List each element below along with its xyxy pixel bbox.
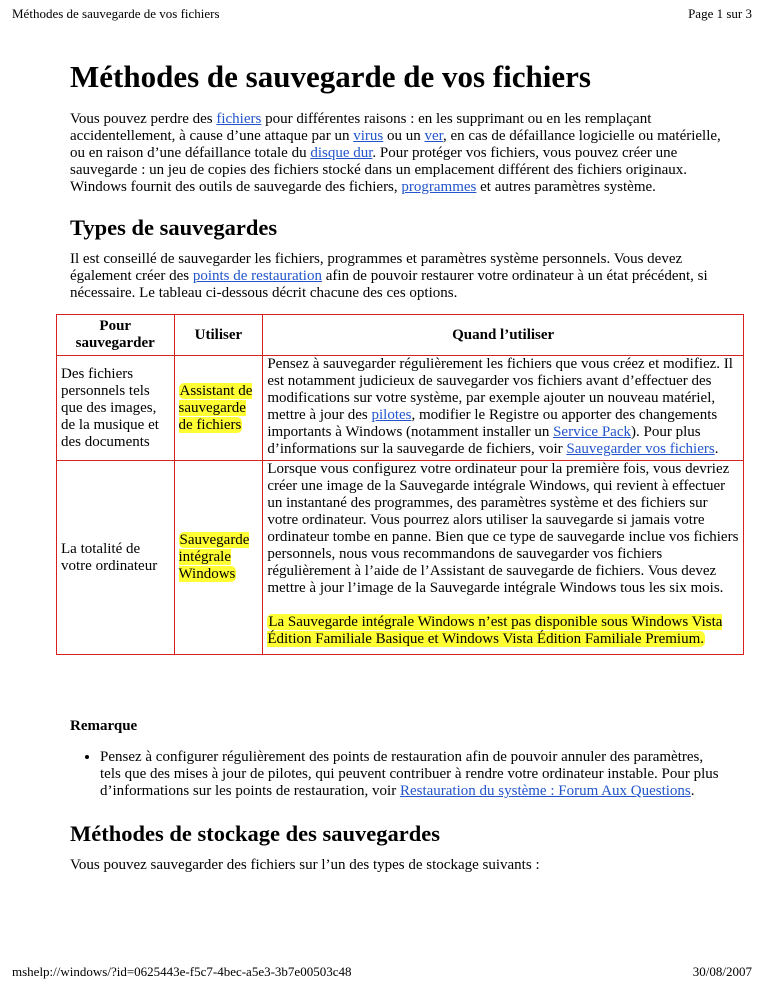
highlight-note-vista: La Sauvegarde intégrale Windows n’est pas disponible sous Windows Vista Édition Familiale Basique et Windows Vista Édition Familiale Premium.	[267, 614, 723, 648]
link-fichiers[interactable]: fichiers	[216, 111, 262, 128]
header-pour-sauvegarder: Pour sauvegarder	[57, 315, 175, 356]
document-body	[61, 58, 739, 874]
link-virus[interactable]: virus	[353, 128, 384, 145]
intro-paragraph: Vous pouvez perdre des fichiers pour différentes raisons : en les supprimant ou en les remplaçant accidentellement, à cause d’une attaque par un virus ou un ver, en cas de défaillance logicielle ou matérielle, ou en raison d’une défaillance totale du disque dur. Pour protéger vos fichiers, vous pouvez créer une sauvegarde : un jeu de copies des fichiers stocké dans un emplacement différent des fichiers originaux. Windows fournit des outils de sauvegarde des fichiers, programmes et autres paramètres système.	[70, 111, 721, 196]
highlight-sauvegarde-integrale: Sauvegarde intégrale Windows	[178, 532, 250, 583]
table-row	[57, 461, 744, 655]
remark-heading: Remarque	[70, 718, 138, 735]
link-points-de-restauration[interactable]: points de restauration	[192, 268, 322, 285]
footer-url: mshelp://windows/?id=0625443e-f5c7-4bec-a5e3-3b7e00503c48	[12, 964, 352, 979]
running-header-title: Méthodes de sauvegarde de vos fichiers	[12, 6, 220, 21]
link-service-pack[interactable]: Service Pack	[553, 424, 631, 441]
storage-intro-paragraph: Vous pouvez sauvegarder des fichiers sur l’un des types de stockage suivants :	[70, 857, 540, 874]
link-disque-dur[interactable]: disque dur	[310, 145, 373, 162]
backup-types-table	[56, 314, 744, 655]
highlight-assistant-sauvegarde: Assistant de sauvegarde de fichiers	[178, 382, 253, 433]
table-row	[57, 356, 744, 461]
section-heading-storage: Méthodes de stockage des sauvegardes	[70, 821, 440, 847]
header-quand: Quand l’utiliser	[263, 315, 744, 356]
footer-date: 30/08/2007	[692, 964, 752, 979]
link-sauvegarder-vos-fichiers[interactable]: Sauvegarder vos fichiers	[566, 441, 715, 458]
remark-list	[70, 749, 726, 800]
running-header-page: Page 1 sur 3	[688, 6, 752, 21]
header-utiliser: Utiliser	[174, 315, 263, 356]
table-header-row	[57, 315, 744, 356]
types-intro-paragraph: Il est conseillé de sauvegarder les fichiers, programmes et paramètres système personnels. Vous devez également créer des points de restauration afin de pouvoir restaurer votre ordinateur à un état précédent, si nécessaire. Le tableau ci-dessous décrit chacune des ces options.	[70, 251, 708, 302]
section-heading-types: Types de sauvegardes	[70, 215, 278, 241]
cell-what-files: Des fichiers personnels tels que des images, de la musique et des documents	[57, 356, 175, 461]
cell-when-files: Pensez à sauvegarder régulièrement les fichiers que vous créez et modifiez. Il est notamment judicieux de sauvegarder vos fichiers avant d’effectuer des modifications sur votre système, par exemple ajouter un nouveau matériel, mettre à jour des pilotes, modifier le Registre ou apporter des changements importants à Windows (notamment installer un Service Pack). Pour plus d’informations sur la sauvegarde de fichiers, voir Sauvegarder vos fichiers.	[263, 356, 744, 461]
cell-what-computer: La totalité de votre ordinateur	[57, 461, 175, 655]
link-restauration-systeme-faq[interactable]: Restauration du système : Forum Aux Questions	[399, 783, 691, 800]
link-pilotes[interactable]: pilotes	[371, 407, 412, 424]
table-wrapper	[61, 314, 739, 718]
page-title: Méthodes de sauvegarde de vos fichiers	[70, 59, 591, 94]
link-ver[interactable]: ver	[424, 128, 444, 145]
link-programmes[interactable]: programmes	[401, 179, 477, 196]
cell-when-computer: Lorsque vous configurez votre ordinateur pour la première fois, vous devriez créer une image de la Sauvegarde intégrale Windows, qui revient à effectuer un instantané des programmes, des paramètres système et des fichiers sur votre ordinateur. Vous pourrez alors utiliser la sauvegarde si jamais votre ordinateur tombe en panne. Bien que ce type de sauvegarde inclue vos fichiers personnels, nous vous recommandons de sauvegarder vos fichiers régulièrement à l’aide de l’Assistant de sauvegarde de fichiers. Vous devez mettre à jour l’image de la Sauvegarde intégrale Windows tous les six mois. La Sauvegarde intégrale Windows n’est pas disponible sous Windows Vista Édition Familiale Basique et Windows Vista Édition Familiale Premium.	[263, 461, 744, 655]
list-item: • Pensez à configurer régulièrement des points de restauration afin de pouvoir annuler des paramètres, tels que des mises à jour de pilotes, qui peuvent contribuer à rendre votre ordinateur instable. Pour plus d’informations sur les points de restauration, voir Restauration du système : Forum Aux Questions.	[100, 749, 726, 800]
